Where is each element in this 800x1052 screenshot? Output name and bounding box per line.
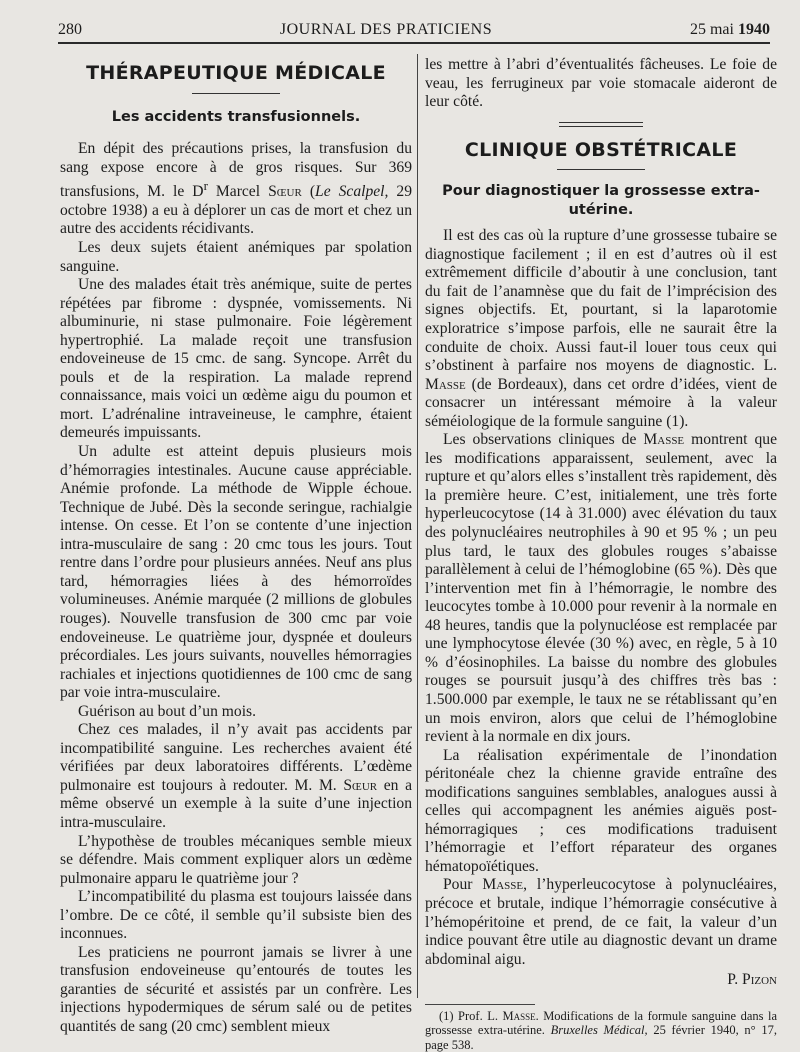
issue-day-month: 25 mai <box>689 21 738 38</box>
left-column <box>60 56 413 1035</box>
text-run: Marcel <box>207 183 269 201</box>
author-name: Sœur <box>343 776 378 794</box>
issue-year: 1940 <box>737 21 770 38</box>
text-run: (de Bordeaux), dans cet ordre d’idées, vient de consacrer un intéressant mémoire à la valeur séméiologique de la formule sanguine (1). <box>425 375 777 430</box>
paragraph: L’incompatibilité du plasma est toujours laissée dans l’ombre. De ce côté, il semble qu’il subsiste bien des inconnues. <box>60 888 412 943</box>
paragraph: La réalisation expérimentale de l’inondation péritonéale chez la chienne gravide entraîne des modifications sanguines semblables, analogues aussi à celles qui accompagnent les anémies aiguës post-hémorragiques ; ces modifications traduisent l’hémorragie et l’effort réparateur des organes hématopoïétiques. <box>425 746 777 875</box>
footnote <box>425 1009 777 1052</box>
paragraph <box>425 876 777 969</box>
text-run: Chez ces malades, il n’y avait pas accidents par incompatibilité sanguine. Les recherches avaient été vérifiées par deux laboratoires différents. L’œdème pulmonaire est toujours à redouter. M. M. <box>60 721 412 794</box>
paragraph: L’hypothèse de troubles mécaniques semble mieux se défendre. Mais comment expliquer alors un œdème pulmonaire apparu le quatrième jour ? <box>60 832 412 887</box>
paragraph: Les deux sujets étaient anémiques par spolation sanguine. <box>60 239 412 275</box>
section-title-therapeutique: THÉRAPEUTIQUE MÉDICALE <box>86 62 386 84</box>
article-title-transfusion: Les accidents transfusionnels. <box>111 108 361 125</box>
journal-citation: Bruxelles Médical, <box>550 1023 648 1038</box>
author-name: Masse <box>643 431 685 449</box>
text-run: (1) Prof. L. <box>439 1008 503 1023</box>
paragraph: Les praticiens ne pourront jamais se livrer à une transfusion endoveineuse qu’entourés de toutes les garanties de sécurité et assistés par un confrère. Les injections hypodermiques de sérum salé ou de petites quantités de sang (20 cmc) semblent mieux <box>60 943 412 1035</box>
column-divider <box>417 54 418 998</box>
text-run: En dépit des précautions prises, la transfusion du sang expose encore à de gros risques. Sur 369 transfusions, M. le D <box>60 140 412 201</box>
text-run: Les observations cliniques de <box>443 431 644 449</box>
author-name: Masse <box>502 1008 536 1023</box>
author-name: Masse <box>482 876 524 894</box>
paragraph <box>60 140 412 239</box>
section-separator <box>559 122 643 127</box>
journal-citation: Le Scalpel, <box>315 183 389 201</box>
text-run: 29 octobre 1938) a eu à déplorer un cas de mort et chez un autre des accidents récidivants. <box>60 183 413 238</box>
continued-paragraph: les mettre à l’abri d’éventualités fâcheuses. Le foie de veau, les ferrugineux par voie stomacale aideront de leur côté. <box>425 56 777 111</box>
signature-name: Pizon <box>742 971 777 989</box>
title-rule <box>557 169 645 170</box>
text-run: montrent que les modifications apparaissent, seulement, avec la rupture et qu’alors elles s’installent très rapidement, dès la première heure. C’est, initialement, une très forte hyperleucocytose (14 à 31.000) avec élévation du taux des polynucléaires neutrophiles à 90 et 95 % ; un peu plus tard, le taux des globules rouges s’abaisse parallèlement à celui de l’hémoglobine (65 %). Dès que l’intervention met fin à l’hémorragie, le nombre des leucocytes tombe à 10.000 pour revenir à la normale en 48 heures, tandis que la polynucléose est remplacée par une lymphocytose élevée (30 %) avec, en règle, 5 à 10 % d’éosinophiles. La baisse du nombre des globules rouges se poursuit jusqu’à des chiffres très bas : 1.500.000 par exemple, le taux ne se rétablissant qu’en un mois environ, alors que celui de l’hémoglobine revient à la normale en dix jours. <box>425 431 777 746</box>
text-run: ( <box>301 183 316 201</box>
text-run: , l’hyperleucocytose à polynucléaires, précoce et brutale, indique l’hémorragie consécutive à l’hémopéritoine et prend, de ce fait, la valeur d’un indice pouvant être utile au diagnostic devant un drame abdominal aigu. <box>425 876 778 968</box>
right-column <box>425 56 778 1052</box>
issue-date <box>690 21 770 39</box>
signature-initial: P. <box>727 971 743 989</box>
text-run: . Modifications de la formule sanguine dans la grossesse extra-utérine. <box>425 1008 777 1038</box>
author-name: Sœur <box>268 183 302 201</box>
running-head <box>58 20 770 44</box>
paragraph <box>425 431 777 746</box>
signature <box>425 971 777 990</box>
superscript: r <box>203 178 208 194</box>
text-run: 25 février 1940, n° 17, page 538. <box>425 1023 777 1052</box>
section-title-clinique: CLINIQUE OBSTÉTRICALE <box>464 138 738 161</box>
paragraph: Une des malades était très anémique, suite de pertes répétées par fibrome : dyspnée, vomissements. Ni albuminurie, ni stase pulmonaire. Foie légèrement hypertrophié. La malade reçoit une transfusion endoveineuse de 15 cmc. de sang. Syncope. Arrêt du pouls et de la respiration. La malade reprend connaissance, mais voici un œdème aigu du poumon et mort. L’adrénaline intraveineuse, le camphre, étaient demeurés impuissants. <box>60 276 412 442</box>
footnote-rule <box>425 1004 535 1005</box>
text-run: Il est des cas où la rupture d’une grossesse tubaire se diagnostique facilement ; il en est d’autres où il est extrêmement difficile d’aboutir à une conclusion, tant du fait de l’anamnèse que du fait de l’imprécision des signes objectifs. Et, pourtant, si la laparotomie exploratrice s’impose parfois, elle ne saurait être la conduite de choix. Aussi faut-il louer tous ceux qui s’obstinent à parfaire nos moyens de diagnostic. L. <box>425 227 777 375</box>
title-rule <box>192 93 280 94</box>
paragraph <box>425 227 777 431</box>
paragraph: Guérison au bout d’un mois. <box>78 702 257 720</box>
page-number: 280 <box>58 21 82 38</box>
paragraph <box>60 721 412 832</box>
paragraph: Un adulte est atteint depuis plusieurs mois d’hémorragies intestinales. Aucune cause appréciable. Anémie profonde. La méthode de Wipple échoue. Technique de Jubé. Dès la seconde seringue, rachialgie intense. On cesse. Et l’on se contente d’une injection intra-musculaire de sang : 20 cmc tous les jours. Tout rentre dans l’ordre pour plusieurs années. Neuf ans plus tard, hémorragies liées à des hémorroïdes volumineuses. Anémie marquée (2 millions de globules rouges). Nouvelle transfusion de 300 cmc par voie endoveineuse. Le quatrième jour, dyspnée et douleurs précordiales. Les jours suivants, nouvelles hémorragies rachiales et injections quotidiennes de 100 cmc de sang par voie intra-musculaire. <box>60 443 412 702</box>
text-run: Pour <box>443 876 483 894</box>
text-run: en a même observé un exemple à la suite d’une injection intra-musculaire. <box>60 776 413 831</box>
article-title-grossesse: Pour diagnostiquer la grossesse extra-utérine. <box>442 183 760 218</box>
author-name: Masse <box>425 375 466 393</box>
journal-title: JOURNAL DES PRATICIENS <box>279 21 493 38</box>
